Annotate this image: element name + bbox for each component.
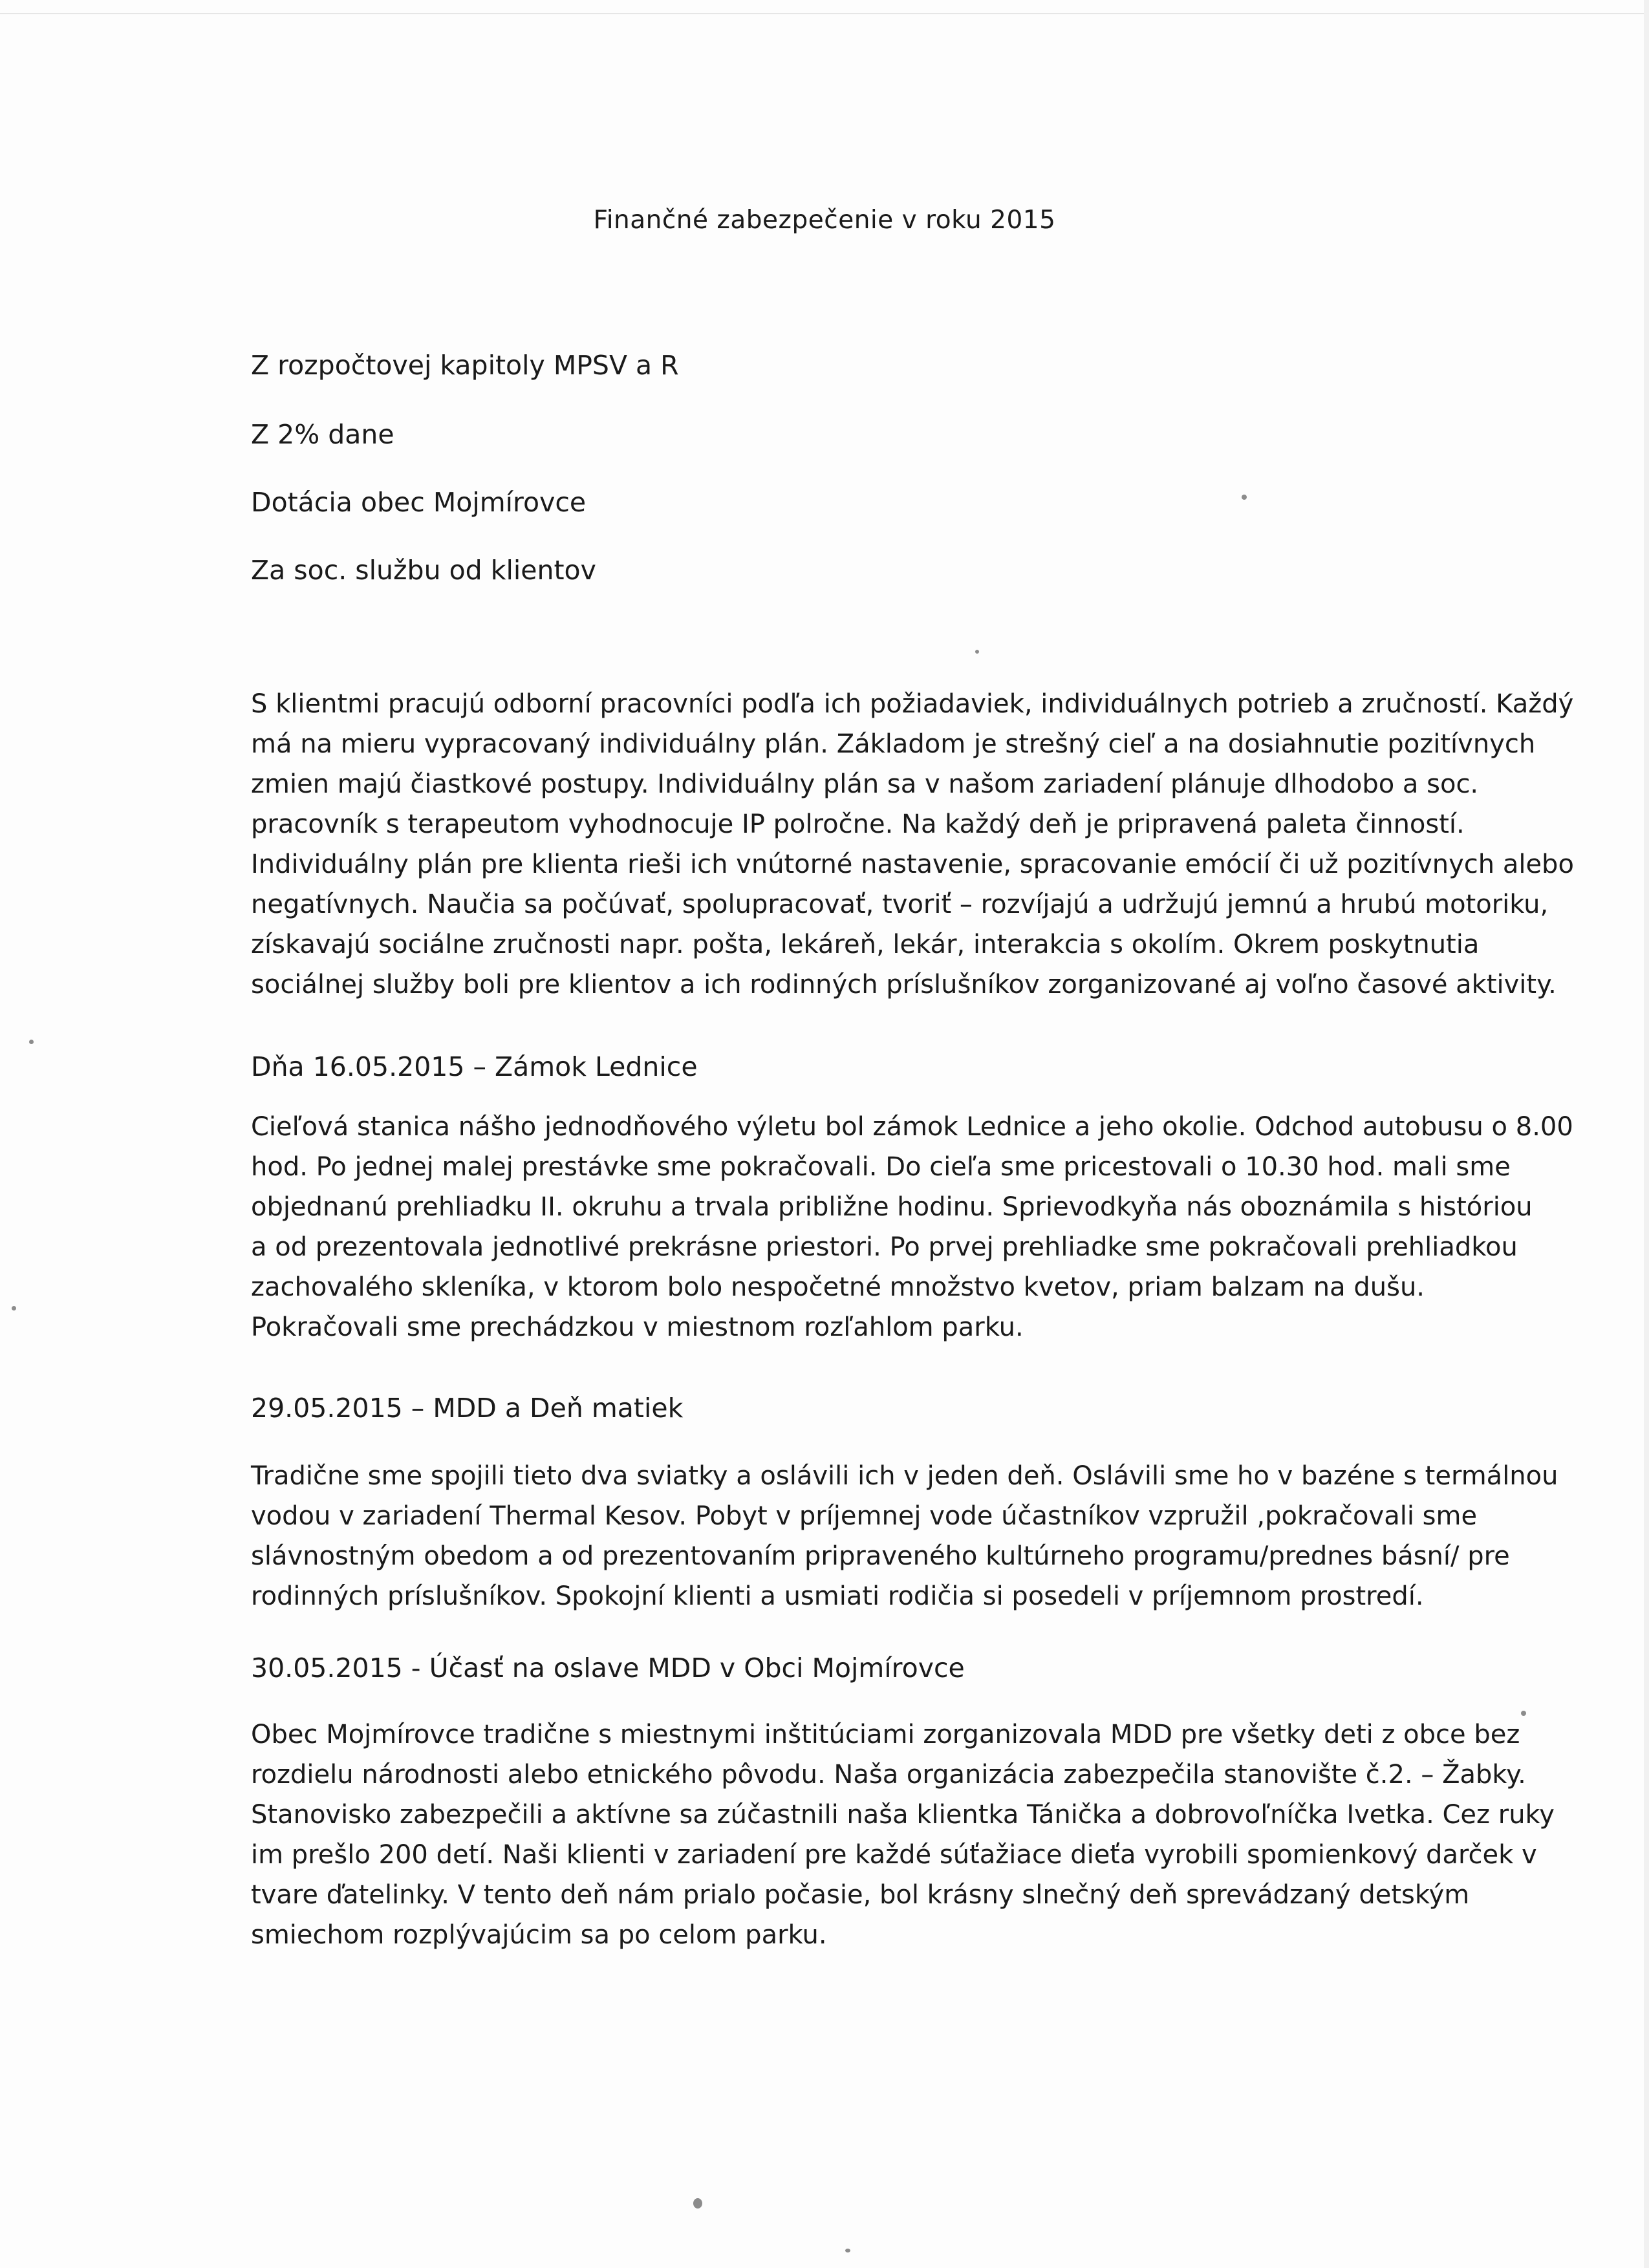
scan-speck <box>845 2249 850 2252</box>
funding-source-3: Dotácia obec Mojmírovce <box>251 487 587 518</box>
section-body-lednice <box>251 1107 1573 1347</box>
body-line: vodou v zariadení Thermal Kesov. Pobyt v príjemnej vode účastníkov vzpružil ,pokračovali sme <box>251 1501 1478 1531</box>
intro-line: pracovník s terapeutom vyhodnocuje IP polročne. Na každý deň je pripravená paleta činností. <box>251 809 1465 839</box>
body-line: rodinných príslušníkov. Spokojní klienti a usmiati rodičia si posedeli v príjemnom prostredí. <box>251 1581 1424 1611</box>
intro-line: získavajú sociálne zručnosti napr. pošta, lekáreň, lekár, interakcia s okolím. Okrem poskytnutia <box>251 930 1480 959</box>
scan-speck <box>1521 1711 1526 1716</box>
body-line: a od prezentovala jednotlivé prekrásne priestori. Po prvej prehliadke sme pokračovali prehliadkou <box>251 1232 1518 1262</box>
body-line: im prešlo 200 detí. Naši klienti v zariadení pre každé súťažiace dieťa vyrobili spomienkový darček v <box>251 1840 1537 1870</box>
section-heading-lednice: Dňa 16.05.2015 – Zámok Lednice <box>251 1051 698 1082</box>
scan-edge-right <box>1644 0 1649 2268</box>
body-line: hod. Po jednej malej prestávke sme pokračovali. Do cieľa sme pricestovali o 10.30 hod. mali sme <box>251 1152 1511 1182</box>
section-heading-mdd-mojmirovce: 30.05.2015 - Účasť na oslave MDD v Obci Mojmírovce <box>251 1653 965 1684</box>
scan-speck <box>975 650 979 654</box>
intro-line: negatívnych. Naučia sa počúvať, spolupracovať, tvoriť – rozvíjajú a udržujú jemnú a hrubú motoriku, <box>251 890 1549 919</box>
body-line: Pokračovali sme prechádzkou v miestnom rozľahlom parku. <box>251 1312 1024 1342</box>
scan-speck <box>12 1306 16 1311</box>
intro-line: má na mieru vypracovaný individuálny plán. Základom je strešný cieľ a na dosiahnutie pozitívnych <box>251 729 1536 759</box>
body-line: Obec Mojmírovce tradične s miestnymi inštitúciami zorganizovala MDD pre všetky deti z obce bez <box>251 1720 1520 1749</box>
funding-source-4: Za soc. službu od klientov <box>251 555 596 586</box>
intro-line: sociálnej služby boli pre klientov a ich rodinných príslušníkov zorganizované aj voľno časové aktivity. <box>251 970 1557 1000</box>
intro-line: Individuálny plán pre klienta rieši ich vnútorné nastavenie, spracovanie emócií či už pozitívnych alebo <box>251 850 1574 879</box>
scan-edge-top <box>0 0 1649 14</box>
section-body-mdd-mojmirovce <box>251 1715 1555 1955</box>
body-line: slávnostným obedom a od prezentovaním pripraveného kultúrneho programu/prednes básní/ pre <box>251 1541 1510 1571</box>
scan-speck <box>693 2198 702 2209</box>
body-line: Tradične sme spojili tieto dva sviatky a oslávili ich v jeden deň. Oslávili sme ho v bazéne s termálnou <box>251 1461 1558 1491</box>
body-line: Cieľová stanica nášho jednodňového výletu bol zámok Lednice a jeho okolie. Odchod autobusu o 8.00 <box>251 1112 1573 1142</box>
funding-source-1: Z rozpočtovej kapitoly MPSV a R <box>251 350 679 381</box>
body-line: Stanovisko zabezpečili a aktívne sa zúčastnili naša klientka Tánička a dobrovoľníčka Ivetka. Cez ruky <box>251 1800 1555 1830</box>
body-line: zachovalého skleníka, v ktorom bolo nespočetné množstvo kvetov, priam balzam na dušu. <box>251 1272 1425 1302</box>
document-title: Finančné zabezpečenie v roku 2015 <box>593 206 1056 235</box>
scan-speck <box>1242 495 1247 500</box>
funding-source-2: Z 2% dane <box>251 419 394 450</box>
intro-paragraph <box>251 684 1574 1005</box>
intro-line: zmien majú čiastkové postupy. Individuálny plán sa v našom zariadení plánuje dlhodobo a soc. <box>251 769 1479 799</box>
section-heading-mdd-den-matiek: 29.05.2015 – MDD a Deň matiek <box>251 1393 684 1424</box>
intro-line: S klientmi pracujú odborní pracovníci podľa ich požiadaviek, individuálnych potrieb a zručností. Každý <box>251 689 1574 719</box>
body-line: rozdielu národnosti alebo etnického pôvodu. Naša organizácia zabezpečila stanovište č.2. – Žabky. <box>251 1760 1526 1790</box>
body-line: tvare ďatelinky. V tento deň nám prialo počasie, bol krásny slnečný deň sprevádzaný detským <box>251 1880 1470 1910</box>
body-line: smiechom rozplývajúcim sa po celom parku. <box>251 1920 827 1950</box>
scan-speck <box>29 1040 34 1044</box>
body-line: objednanú prehliadku II. okruhu a trvala približne hodinu. Sprievodkyňa nás oboznámila s históriou <box>251 1192 1533 1222</box>
section-body-mdd-den-matiek <box>251 1456 1558 1616</box>
